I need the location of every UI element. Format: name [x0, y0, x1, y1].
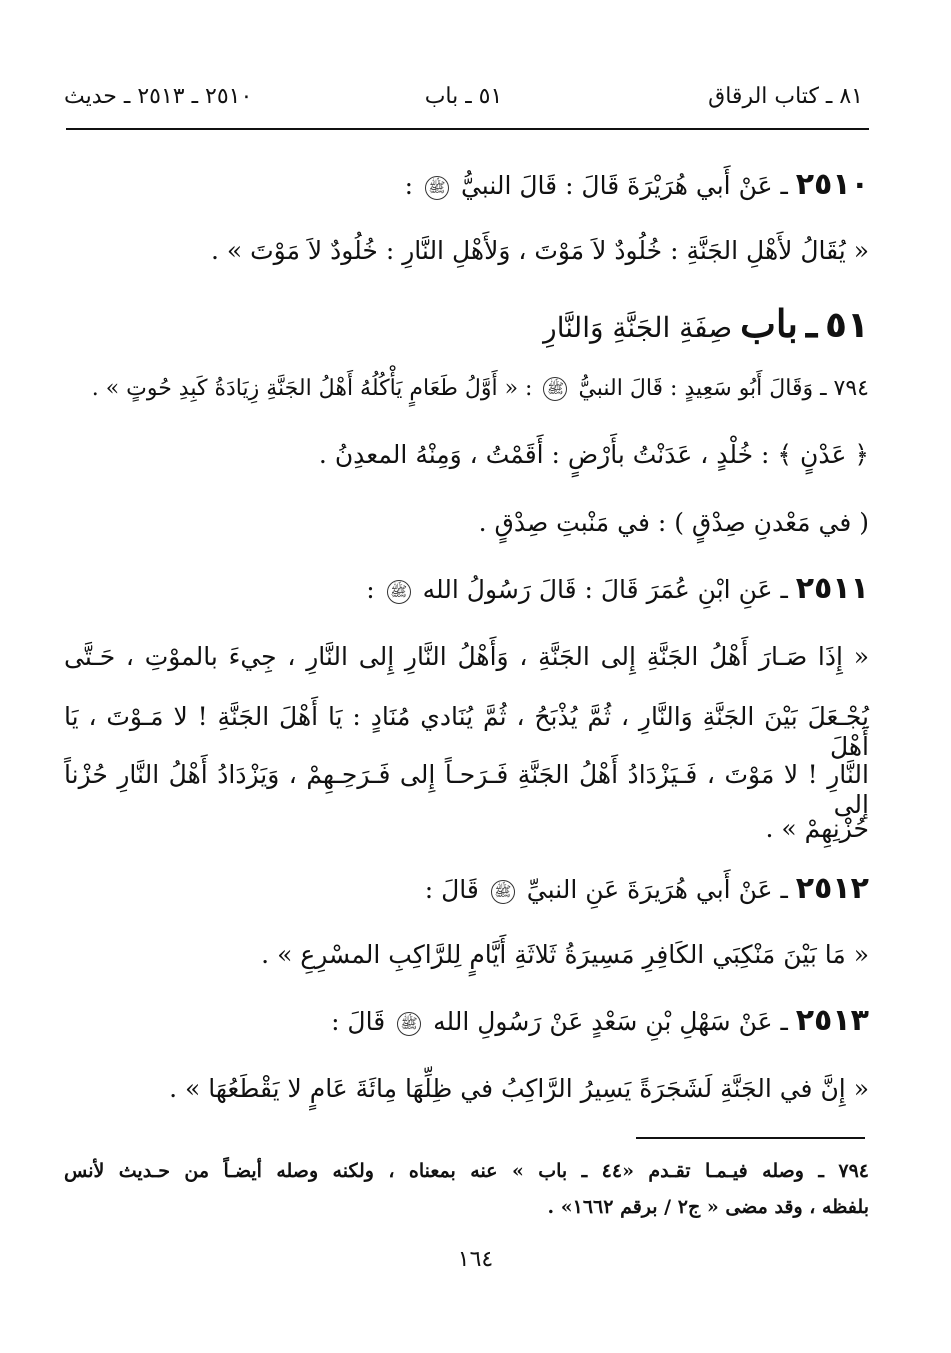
chapter-number: ٥١: [825, 305, 869, 346]
running-header: [64, 84, 863, 116]
hadith-number: ٢٥١٣: [795, 1003, 869, 1038]
hadith-2513-isnad: ٢٥١٣ ـ عَنْ سَهْلِ بْنِ سَعْدٍ عَنْ رَسُولِ الله ﷺ قَالَ :: [331, 1003, 869, 1038]
page-number: ١٦٤: [457, 1247, 494, 1272]
hadith-2511-line: « إِذَا صَـارَ أَهْلُ الجَنَّةِ إِلى الجَنَّةِ ، وَأَهْلُ النَّارِ إِلى النَّارِ ، جِيءَ بالموْتِ ، حَـتَّى: [64, 642, 869, 671]
salutation-icon: ﷺ: [387, 580, 411, 604]
hadith-2511-line: حُزْنِهِمْ » .: [765, 814, 869, 843]
hadith-2513-text: « إِنَّ في الجَنَّةِ لَشَجَرَةً يَسِيرُ الرَّاكِبُ في ظِلِّهَا مِائَةَ عَامٍ لا يَقْطَعُهَا » .: [169, 1074, 869, 1103]
footnote-line: بلفظه ، وقد مضى « ج٢ / برقم ١٦٦٢» .: [547, 1196, 869, 1218]
chapter-word: باب: [740, 301, 798, 346]
hadith-number: ٢٥١٢: [795, 871, 869, 906]
commentary-794: ٧٩٤ ـ وَقَالَ أَبُو سَعِيدٍ : قَالَ النبيُّ ﷺ : « أَوَّلُ طَعَامٍ يَأْكُلُهُ أَهْلُ الجَنَّةِ زِيَادَةُ كَبِدِ حُوتٍ » .: [91, 376, 869, 401]
hadith-2511-line: النَّارِ ! لا مَوْتَ ، فَـيَزْدَادُ أَهْلُ الجَنَّةِ فَـرَحـاً إِلى فَـرَحِـهِمْ ، وَيَزْدَادُ أَهْلُ النَّارِ حُزْناً إلى: [64, 760, 869, 819]
chapter-heading: ٥١ ـ باب صِفَةِ الجَنَّةِ وَالنَّارِ: [543, 301, 869, 346]
hadith-2510-isnad: ٢٥١٠ ـ عَنْ أَبي هُرَيْرَةَ قَالَ : قَالَ النبيُّ ﷺ :: [404, 167, 869, 202]
hadith-2512-isnad: ٢٥١٢ ـ عَنْ أَبي هُرَيرَةَ عَنِ النبيِّ ﷺ قَالَ :: [424, 871, 869, 906]
chapter-title: صِفَةِ الجَنَّةِ وَالنَّارِ: [543, 311, 733, 344]
hadith-2511-isnad: ٢٥١١ ـ عَنِ ابْنِ عُمَرَ قَالَ : قَالَ رَسُولُ الله ﷺ :: [366, 571, 869, 606]
salutation-icon: ﷺ: [425, 176, 449, 200]
header-hadith-range: ٢٥١٠ ـ ٢٥١٣ ـ حديث: [64, 84, 253, 109]
hadith-number: ٢٥١١: [795, 571, 869, 606]
footnote-rule: [636, 1137, 865, 1139]
header-rule: [66, 128, 869, 130]
hadith-2511-line: يُجْـعَلَ بَيْنَ الجَنَّةِ وَالنَّارِ ، ثُمَّ يُذْبَحُ ، ثُمَّ يُنَادي مُنَادٍ : يَا أَهْلَ الجَنَّةِ ! لا مَـوْتَ ، يَا أَهْلَ: [64, 702, 869, 761]
salutation-icon: ﷺ: [543, 377, 567, 401]
footnote-line: ٧٩٤ ـ وصله فيـمـا تقـدم «٤٤ ـ باب » عنه بمعناه ، ولكنه وصله أيضـاً من حـديث لأنس: [64, 1160, 869, 1182]
salutation-icon: ﷺ: [491, 880, 515, 904]
hadith-2510-text: « يُقَالُ لأَهْلِ الجَنَّةِ : خُلُودٌ لاَ مَوْتَ ، وَلأَهْلِ النَّارِ : خُلُودٌ لاَ مَوْتَ » .: [210, 236, 869, 265]
hadith-number: ٢٥١٠: [795, 167, 869, 202]
salutation-icon: ﷺ: [397, 1012, 421, 1036]
gloss-adn: ﴿ عَدْنٍ ﴾ : خُلْدٍ ، عَدَنْتُ بأَرْضٍ : أَقَمْتُ ، وَمِنْهُ المعدِنُ .: [318, 440, 869, 469]
hadith-2512-text: « مَا بَيْنَ مَنْكِبَي الكَافِرِ مَسِيرَةُ ثَلاثَةِ أَيَّامٍ لِلرَّاكِبِ المسْرِعِ » .: [261, 940, 869, 969]
gloss-maqad: ( في مَعْدنِ صِدْقٍ ) : في مَنْبتِ صِدْقٍ .: [478, 508, 869, 537]
header-chapter: ٥١ ـ باب: [424, 84, 503, 109]
header-book: ٨١ ـ كتاب الرقاق: [708, 84, 863, 109]
